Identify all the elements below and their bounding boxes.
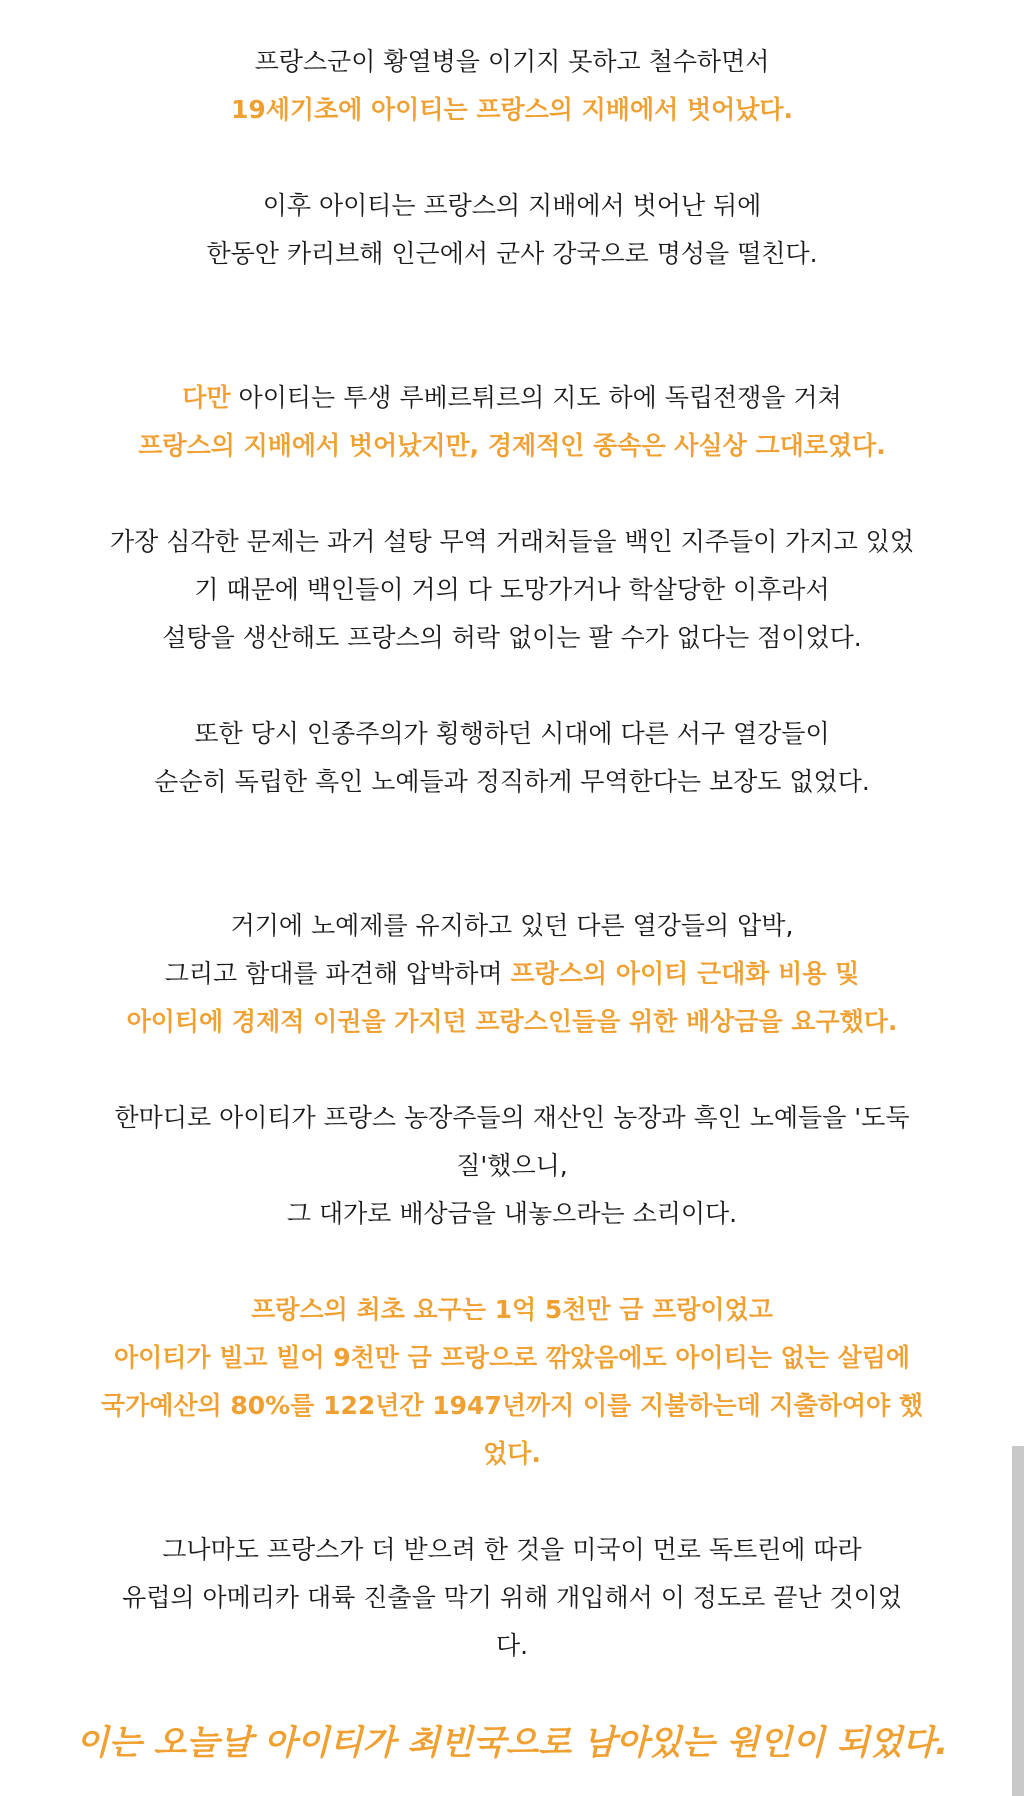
text-line: 유럽의 아메리카 대륙 진출을 막기 위해 개입해서 이 정도로 끝난 것이었: [122, 1583, 902, 1612]
paragraph-french-withdrawal: [48, 38, 976, 134]
highlight-text: 19세기초에 아이티는 프랑스의 지배에서 벗어났다.: [230, 95, 794, 124]
text-line: 질'했으니,: [456, 1151, 568, 1180]
text-line: 그리고 함대를 파견해 압박하며: [164, 959, 511, 988]
paragraph-military-power: [48, 182, 976, 278]
highlight-text: 다만: [182, 383, 231, 412]
spacer: [48, 1670, 976, 1718]
spacer: [48, 278, 976, 374]
spacer: [48, 1046, 976, 1094]
spacer: [48, 806, 976, 902]
conclusion-heading: 이는 오늘날 아이티가 최빈국으로 남아있는 원인이 되었다.: [75, 1723, 949, 1763]
spacer: [48, 662, 976, 710]
text-line: 그 대가로 배상금을 내놓으라는 소리이다.: [286, 1199, 738, 1228]
scrollbar-thumb[interactable]: [1012, 1446, 1024, 1796]
spacer: [48, 1238, 976, 1286]
text-line: 이후 아이티는 프랑스의 지배에서 벗어난 뒤에: [262, 191, 762, 220]
text-line: 거기에 노예제를 유지하고 있던 다른 열강들의 압박,: [230, 911, 794, 940]
spacer: [48, 1478, 976, 1526]
paragraph-racism: [48, 710, 976, 806]
text-line: 기 때문에 백인들이 거의 다 도망가거나 학살당한 이후라서: [194, 575, 830, 604]
paragraph-indemnity-demand: [48, 902, 976, 1046]
highlight-text: 국가예산의 80%를 122년간 1947년까지 이를 지불하는데 지출하여야 했: [100, 1391, 924, 1420]
paragraph-indemnity-amount: [48, 1286, 976, 1478]
paragraph-economic-dependence: [48, 374, 976, 470]
highlight-text: 아이티가 빌고 빌어 9천만 금 프랑으로 깎았음에도 아이티는 없는 살림에: [113, 1343, 911, 1372]
highlight-text: 었다.: [483, 1439, 541, 1468]
highlight-text: 프랑스의 아이티 근대화 비용 및: [510, 959, 860, 988]
text-line: 그나마도 프랑스가 더 받으려 한 것을 미국이 먼로 독트린에 따라: [162, 1535, 862, 1564]
paragraph-sugar-trade: [48, 518, 976, 662]
paragraph-theft-claim: [48, 1094, 976, 1238]
highlight-text: 아이티에 경제적 이권을 가지던 프랑스인들을 위한 배상금을 요구했다.: [126, 1007, 898, 1036]
spacer: [48, 470, 976, 518]
text-line: 순순히 독립한 흑인 노예들과 정직하게 무역한다는 보장도 없었다.: [154, 767, 870, 796]
text-line: 또한 당시 인종주의가 횡행하던 시대에 다른 서구 열강들이: [194, 719, 830, 748]
highlight-text: 프랑스의 지배에서 벗어났지만, 경제적인 종속은 사실상 그대로였다.: [138, 431, 886, 460]
text-line: 가장 심각한 문제는 과거 설탕 무역 거래처들을 백인 지주들이 가지고 있었: [110, 527, 914, 556]
highlight-text: 프랑스의 최초 요구는 1억 5천만 금 프랑이었고: [251, 1295, 773, 1324]
text-line: 한동안 카리브해 인근에서 군사 강국으로 명성을 떨친다.: [206, 239, 818, 268]
text-line: 설탕을 생산해도 프랑스의 허락 없이는 팔 수가 없다는 점이었다.: [162, 623, 862, 652]
paragraph-monroe-doctrine: [48, 1526, 976, 1670]
text-line: 프랑스군이 황열병을 이기지 못하고 철수하면서: [254, 47, 770, 76]
spacer: [48, 134, 976, 182]
text-line: 한마디로 아이티가 프랑스 농장주들의 재산인 농장과 흑인 노예들을 '도둑: [114, 1103, 910, 1132]
text-line: 다.: [495, 1631, 529, 1660]
text-line: 아이티는 투생 루베르튀르의 지도 하에 독립전쟁을 거쳐: [230, 383, 842, 412]
